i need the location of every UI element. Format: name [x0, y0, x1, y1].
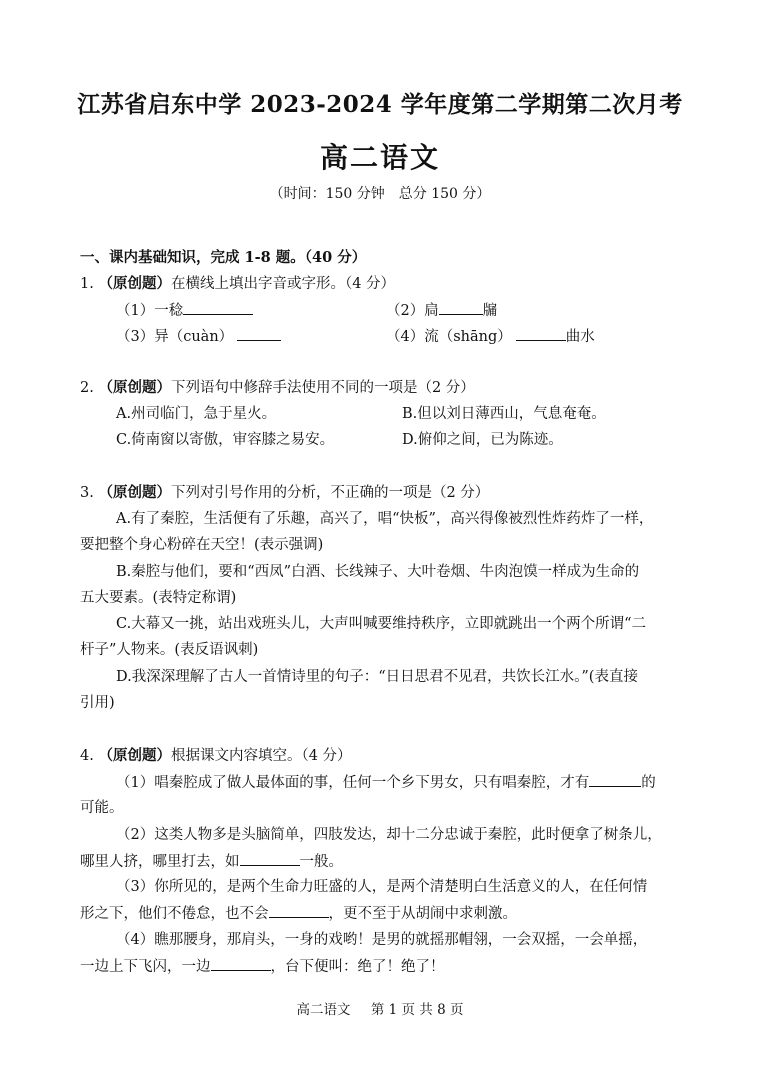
answer-blank[interactable] [439, 300, 483, 315]
exam-title: 江苏省启东中学 2023-2024 学年度第二学期第二次月考 [77, 91, 683, 118]
footer-subject: 高二语文 [296, 1002, 351, 1018]
question-2-stem: 2. （原创题）下列语句中修辞手法使用不同的一项是（2 分） [80, 379, 475, 396]
q4-item-1: （1）唱秦腔成了做人最体面的事，任何一个乡下男女，只有唱秦腔，才有 的 [116, 772, 656, 793]
q3-option-c-line1: C.大幕又一挑，站出戏班头儿，大声叫喊要维持秩序，立即就跳出一个两个所谓“二 [116, 616, 647, 632]
q2-option-c: C.倚南窗以寄傲，审容膝之易安。 [116, 432, 335, 448]
answer-blank[interactable] [240, 851, 300, 866]
question-tag: （原创题） [98, 747, 171, 764]
exam-meta: （时间：150 分钟 总分 150 分） [269, 186, 491, 202]
question-tag: （原创题） [98, 275, 171, 292]
q3-option-a-line2: 要把整个身心粉碎在天空！(表示强调) [80, 537, 324, 553]
answer-blank[interactable] [237, 326, 281, 341]
q4-item-4-cont: 一边上下飞闪，一边 ，台下便叫：绝了！绝了！ [80, 956, 445, 977]
question-4-stem: 4. （原创题）根据课文内容填空。（4 分） [80, 747, 352, 764]
q3-option-b-line1: B.秦腔与他们，要和“西凤”白酒、长线辣子、大叶卷烟、牛肉泡馍一样成为生命的 [116, 564, 640, 580]
q3-option-a-line1: A.有了秦腔，生活便有了乐趣，高兴了，唱“快板”，高兴得像被烈性炸药炸了一样， [116, 511, 654, 527]
q4-item-3: （3）你所见的，是两个生命力旺盛的人，是两个清楚明白生活意义的人，在任何情 [116, 879, 648, 895]
answer-blank[interactable] [589, 772, 641, 787]
answer-blank[interactable] [183, 300, 253, 315]
section-heading: 一、课内基础知识，完成 1-8 题。（40 分） [80, 249, 367, 266]
q2-option-b: B.但以刘日薄西山，气息奄奄。 [402, 406, 606, 422]
page-footer [0, 998, 760, 1018]
q1-item-2: （2）扃 牖 [386, 300, 497, 321]
q2-option-d: D.俯仰之间，已为陈迹。 [402, 432, 563, 448]
q1-item-1: （1）一稔 [116, 300, 253, 321]
q3-option-d-line2: 引用) [80, 695, 115, 711]
subject-title: 高二语文 [319, 141, 440, 174]
answer-blank[interactable] [211, 956, 271, 971]
footer-page-number: 第 1 页 共 8 页 [370, 1002, 464, 1018]
q4-item-2: （2）这类人物多是头脑简单，四肢发达，却十二分忠诚于秦腔，此时便拿了树条儿， [116, 827, 662, 843]
question-3-stem: 3. （原创题）下列对引号作用的分析，不正确的一项是（2 分） [80, 484, 490, 501]
answer-blank[interactable] [516, 326, 566, 341]
answer-blank[interactable] [269, 903, 329, 918]
q1-item-3: （3）异（cuàn） [116, 326, 281, 347]
q4-item-2-cont: 哪里人挤，哪里打去，如 一般。 [80, 851, 343, 872]
q3-option-d-line1: D.我深深理解了古人一首情诗里的句子：“日日思君不见君，共饮长江水。”(表直接 [116, 669, 638, 685]
q4-item-1-cont: 可能。 [80, 800, 124, 816]
q3-option-c-line2: 杆子”人物来。(表反语讽刺) [80, 642, 259, 658]
question-tag: （原创题） [98, 484, 171, 501]
q4-item-4: （4）瞧那腰身，那肩头，一身的戏哟！是男的就摇那帽翎，一会双摇，一会单摇， [116, 932, 648, 948]
question-tag: （原创题） [98, 379, 171, 396]
q1-item-4: （4）流（shāng） 曲水 [386, 326, 595, 347]
q3-option-b-line2: 五大要素。(表特定称谓) [80, 590, 237, 606]
q2-option-a: A.州司临门，急于星火。 [116, 406, 277, 422]
question-1-stem: 1. （原创题）在横线上填出字音或字形。（4 分） [80, 275, 396, 292]
q4-item-3-cont: 形之下，他们不倦怠，也不会 ，更不至于从胡闹中求刺激。 [80, 903, 517, 924]
